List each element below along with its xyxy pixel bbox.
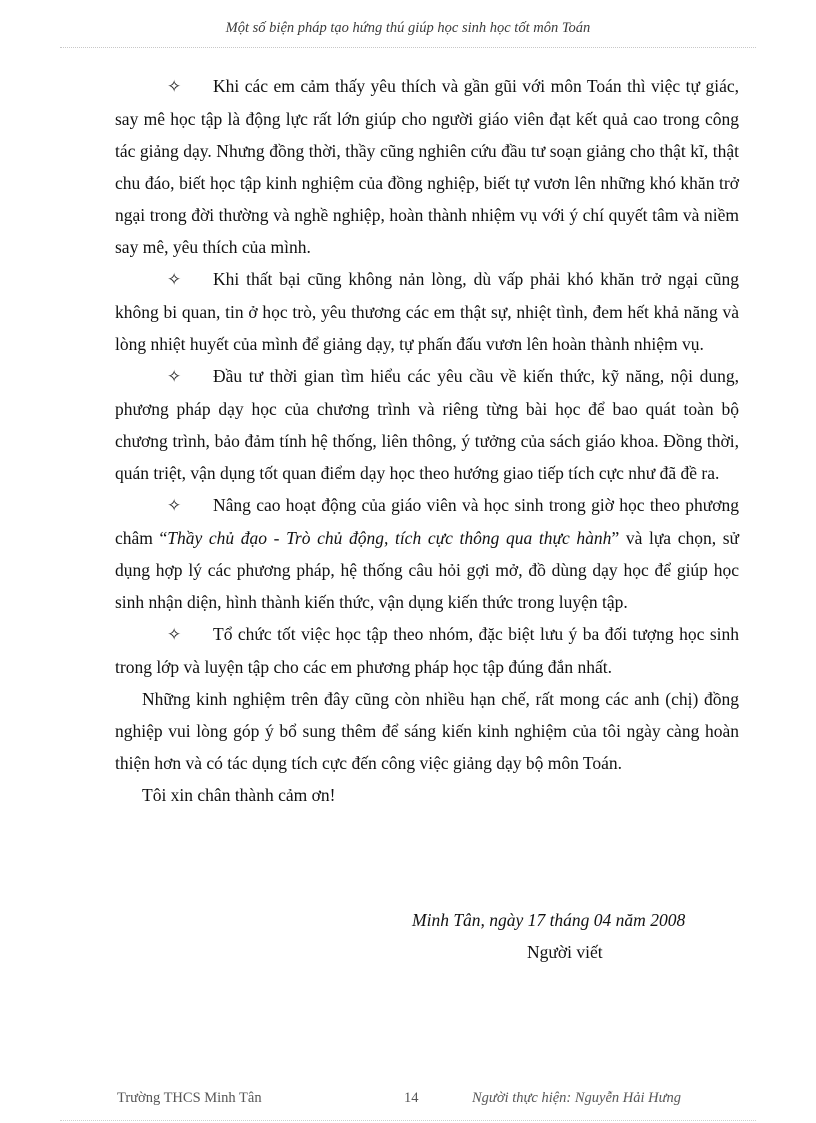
bullet-text: Đầu tư thời gian tìm hiểu các yêu cầu về kiến thức, kỹ năng, nội dung, phương pháp dạy học của chương trình và riêng từng bài học để bao quát toàn bộ chương trình, bảo đảm tính hệ thống, liên thông, ý tưởng của sách giáo khoa. Đồng thời, quán triệt, vận dụng tốt quan điểm dạy học theo hướng giao tiếp tích cực như đã đề ra.	[115, 366, 739, 483]
closing-paragraph: Những kinh nghiệm trên đây cũng còn nhiều hạn chế, rất mong các anh (chị) đồng nghiệp vui lòng góp ý bổ sung thêm để sáng kiến kinh nghiệm của tôi ngày càng hoàn thiện hơn và có tác dụng tích cực đến công việc giảng dạy bộ môn Toán.	[115, 689, 739, 773]
bullet-paragraph-5	[115, 618, 739, 683]
bullet-star-icon: ✧	[167, 270, 182, 289]
signature-date: Minh Tân, ngày 17 tháng 04 năm 2008	[412, 910, 686, 930]
bullet-text: Tổ chức tốt việc học tập theo nhóm, đặc biệt lưu ý ba đối tượng học sinh trong lớp và luyện tập cho các em phương pháp học tập đúng đắn nhất.	[115, 624, 739, 677]
bullet-text-before: Nâng cao hoạt động của giáo viên và học sinh trong giờ học theo phương châm “	[115, 495, 739, 548]
footer-divider	[60, 1120, 756, 1121]
bullet-text: Khi thất bại cũng không nản lòng, dù vấp phải khó khăn trở ngại cũng không bi quan, tin ở học trò, yêu thương các em thật sự, nhiệt tình, đem hết khả năng và lòng nhiệt huyết của mình để giảng dạy, tự phấn đấu vươn lên hoàn thành nhiệm vụ.	[115, 269, 739, 354]
motto-italic: Thầy chủ đạo - Trò chủ động, tích cực thông qua thực hành	[167, 528, 612, 548]
bullet-star-icon: ✧	[167, 625, 182, 644]
bullet-text: Khi các em cảm thấy yêu thích và gần gũi với môn Toán thì việc tự giác, say mê học tập là động lực rất lớn giúp cho người giáo viên đạt kết quả cao trong công tác giảng dạy. Nhưng đồng thời, thầy cũng nghiên cứu đầu tư soạn giảng cho thật kĩ, thật chu đáo, biết học tập kinh nghiệm của đồng nghiệp, biết tự vươn lên những khó khăn trở ngại trong đời thường và nghề nghiệp, hoàn thành nhiệm vụ với ý chí quyết tâm và niềm say mê, yêu thích của mình.	[115, 76, 739, 257]
bullet-paragraph-1	[115, 70, 739, 263]
bullet-star-icon: ✧	[167, 496, 182, 515]
document-body	[115, 70, 739, 811]
bullet-paragraph-3	[115, 360, 739, 489]
thanks-line: Tôi xin chân thành cảm ơn!	[142, 785, 336, 805]
bullet-paragraph-4	[115, 489, 739, 618]
signature-writer: Người viết	[527, 942, 603, 962]
bullet-paragraph-2	[115, 263, 739, 360]
bullet-star-icon: ✧	[167, 77, 182, 96]
footer-school: Trường THCS Minh Tân	[117, 1090, 262, 1106]
bullet-text-after: ” và lựa chọn, sử dụng hợp lý các phương pháp, hệ thống câu hỏi gợi mở, đồ dùng dạy học để giúp học sinh nhận diện, hình thành kiến thức, vận dụng kiến thức trong luyện tập.	[115, 528, 740, 612]
page-header-title: Một số biện pháp tạo hứng thú giúp học sinh học tốt môn Toán	[225, 20, 591, 36]
footer-page-number: 14	[404, 1090, 419, 1106]
footer-author: Người thực hiện: Nguyễn Hải Hưng	[472, 1090, 682, 1106]
header-divider	[60, 47, 756, 48]
bullet-star-icon: ✧	[167, 367, 182, 386]
